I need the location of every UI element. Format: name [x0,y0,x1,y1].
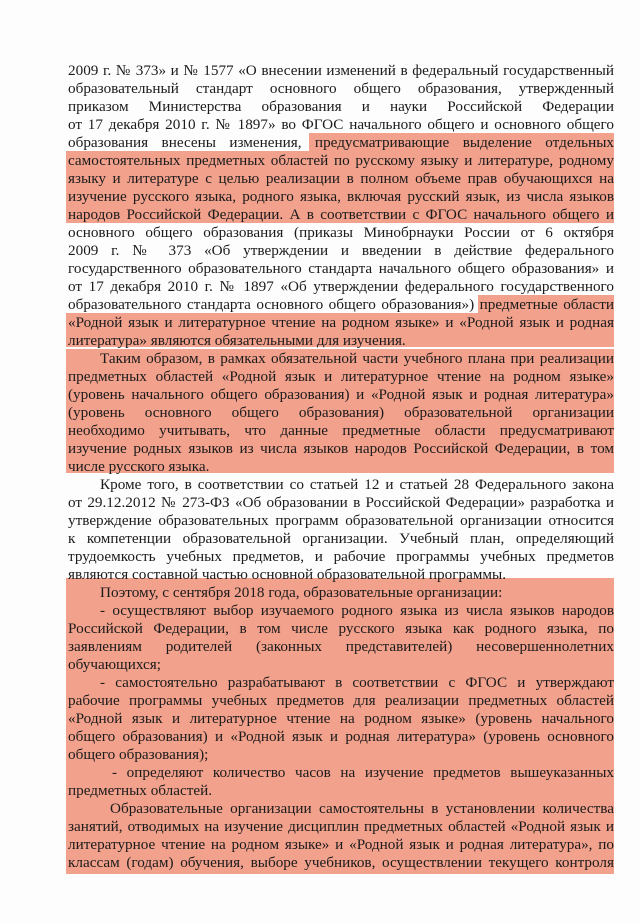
text-line: занятий, отводимых на изучение дисциплин предметных областей «Родной язык и [68,818,614,835]
text-line: предметных областей. [68,782,213,799]
text-line: к компетенции образовательной организации. Учебный план, определяющий [68,530,614,547]
text-line: государственного образовательного стандарта начального общего образования» и [68,260,614,277]
text-line: (уровень начального общего образования) и «Родной язык и родная литература» [68,386,614,403]
text-line: 2009 г. № 373» и № 1577 «О внесении изменений в федеральный государственный [68,62,614,79]
text-line: образовательный стандарт основного общего образования, утвержденный [68,80,614,97]
text-line: - осуществляют выбор изучаемого родного языка из числа языков народов [100,602,614,619]
text-line: необходимо учитывать, что данные предметные области предусматривают [68,422,614,439]
text-line: являются составной частью основной образовательной программы. [68,566,507,583]
text-line: народов Российской Федерации. А в соответствии с ФГОС начального общего и [68,206,614,223]
text-line: (уровень основного общего образования) образовательной организации [68,404,614,421]
text-line: «Родной язык и литературное чтение на родном языке» (уровень начального [68,710,614,727]
text-line: Образовательные организации самостоятельны в установлении количества [110,800,614,817]
text-line: общего образования) и «Родной язык и родная литература» (уровень основного [68,728,614,745]
text-line: числе русского языка. [68,458,210,475]
text-line: от 29.12.2012 № 273-ФЗ «Об образовании в Российской Федерации» разработка и [68,494,614,511]
text-line: трудоемкость учебных предметов, и рабочие программы учебных предметов [68,548,614,565]
text-line: литературное чтение на родном языке» и «Родной язык и родная литература», по [68,836,614,853]
text-line: образовательного стандарта основного общего образования») предметные области [68,296,614,313]
text-line: классам (годам) обучения, выборе учебников, осуществлении текущего контроля [68,854,614,871]
text-line: предметных областей «Родной язык и литературное чтение на родном языке» [68,368,614,385]
text-line: изучение русского языка, родного языка, включая русский язык, из числа языков [68,188,614,205]
text-line: Российской Федерации, в том числе русского языка как родного языка, по [68,620,614,637]
text-line: изучение родных языков из числа языков народов Российской Федерации, в том [68,440,614,457]
text-line: языку и литературе с целью реализации в полном объеме прав обучающихся на [68,170,614,187]
text-line: обучающихся; [68,656,161,673]
text-line: заявлениям родителей (законных представителей) несовершеннолетних [68,638,614,655]
text-line: образования внесены изменения, предусматривающие выделение отдельных [68,134,614,151]
text-line: общего образования); [68,746,209,763]
text-line: самостоятельных предметных областей по русскому языку и литературе, родному [68,152,614,169]
text-line: основного общего образования (приказы Минобрнауки России от 6 октября [68,224,614,241]
text-line: литература» являются обязательными для изучения. [68,332,406,349]
text-line: - определяют количество часов на изучение предметов вышеуказанных [112,764,614,781]
text-line: Поэтому, с сентября 2018 года, образовательные организации: [100,584,503,601]
text-line: утверждение образовательных программ образовательной организации относится [68,512,614,529]
text-line: приказом Министерства образования и науки Российской Федерации [68,98,614,115]
text-line: Кроме того, в соответствии со статьей 12 и статьей 28 Федерального закона [100,476,614,493]
text-line: Таким образом, в рамках обязательной части учебного плана при реализации [100,350,614,367]
text-line: от 17 декабря 2010 г. № 1897» во ФГОС начального общего и основного общего [68,116,614,133]
text-line: 2009 г. № 373 «Об утверждении и введении в действие федерального [68,242,614,259]
text-line: - самостоятельно разрабатывают в соответствии с ФГОС и утверждают [100,674,614,691]
text-line: от 17 декабря 2010 г. № 1897 «Об утверждении федерального государственного [68,278,614,295]
text-line: «Родной язык и литературное чтение на родном языке» и «Родной язык и родная [68,314,614,331]
text-line: рабочие программы учебных предметов для реализации предметных областей [68,692,614,709]
